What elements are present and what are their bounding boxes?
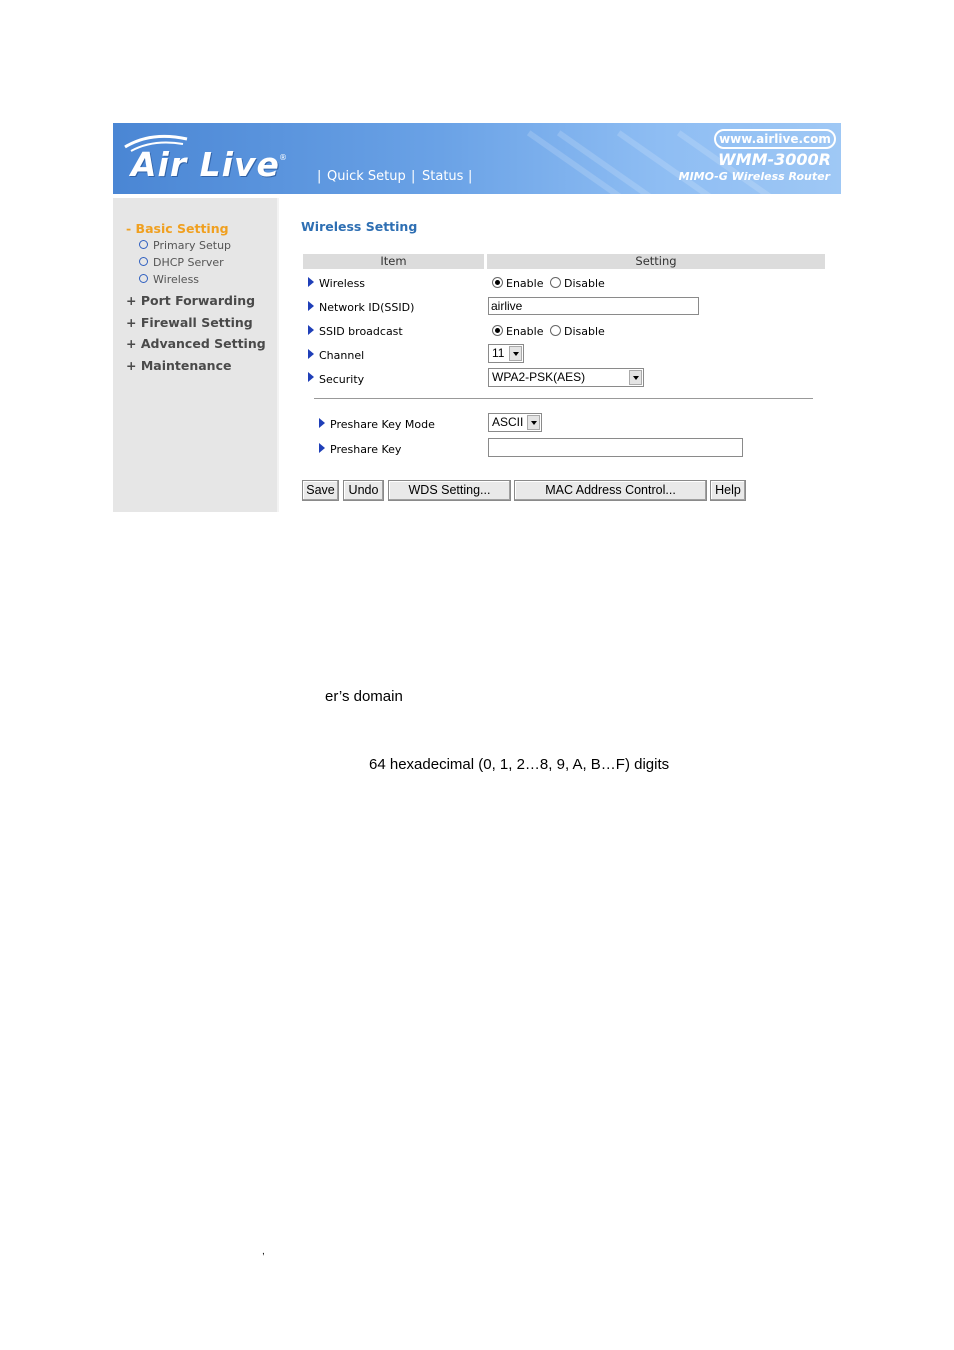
sidebar-subitem-wireless[interactable]: Wireless (153, 273, 200, 286)
row-arrow-icon (308, 349, 314, 359)
dropdown-arrow-icon[interactable] (629, 370, 642, 385)
column-header-item: Item (303, 254, 484, 269)
mac-address-control-button[interactable]: MAC Address Control... (514, 480, 707, 501)
nav-separator: | (317, 169, 322, 184)
ssid-broadcast-disable-label: Disable (564, 325, 605, 338)
row-arrow-icon (319, 418, 325, 428)
sidebar-item-maintenance[interactable]: + Maintenance (126, 358, 232, 373)
sidebar-item-port-forwarding[interactable]: + Port Forwarding (126, 293, 256, 308)
nav-quick-setup-link[interactable]: Quick Setup (327, 169, 406, 184)
ssid-input[interactable]: airlive (488, 297, 699, 315)
ssid-broadcast-enable-label: Enable (506, 325, 544, 338)
security-value: WPA2-PSK(AES) (492, 370, 586, 384)
diamond-bullet-icon (137, 272, 150, 285)
ssid-broadcast-label: SSID broadcast (319, 325, 403, 338)
dropdown-arrow-icon[interactable] (509, 346, 522, 361)
row-arrow-icon (308, 277, 314, 287)
wireless-disable-radio[interactable] (550, 277, 561, 288)
body-text-line: er’s domain (325, 688, 403, 705)
save-button[interactable]: Save (302, 480, 339, 501)
model-name: WMM-3000R (718, 150, 831, 169)
channel-label: Channel (319, 349, 365, 362)
sidebar (113, 198, 279, 512)
ssid-broadcast-enable-radio[interactable] (492, 325, 503, 336)
logo: Air Live (131, 145, 280, 184)
wireless-enable-radio[interactable] (492, 277, 503, 288)
sidebar-item-basic-setting[interactable]: - Basic Setting (126, 221, 229, 236)
row-arrow-icon (308, 372, 314, 382)
row-arrow-icon (308, 325, 314, 335)
model-subtitle: MIMO-G Wireless Router (678, 170, 830, 183)
row-arrow-icon (308, 301, 314, 311)
sidebar-subitem-dhcp-server[interactable]: DHCP Server (153, 256, 224, 269)
nav-status-link[interactable]: Status (422, 169, 464, 184)
diamond-bullet-icon (137, 255, 150, 268)
channel-select[interactable] (488, 344, 524, 363)
help-button[interactable]: Help (710, 480, 746, 501)
column-header-setting: Setting (487, 254, 825, 269)
nav-separator: | (468, 169, 473, 184)
nav-separator: | (411, 169, 416, 184)
preshare-key-mode-value: ASCII (492, 415, 524, 429)
sidebar-item-firewall-setting[interactable]: + Firewall Setting (126, 315, 253, 330)
ssid-label: Network ID(SSID) (319, 301, 415, 314)
wireless-enable-label: Enable (506, 277, 544, 290)
preshare-key-input[interactable] (488, 438, 743, 457)
preshare-key-label: Preshare Key (330, 443, 402, 456)
wireless-label: Wireless (319, 277, 366, 290)
channel-value: 11 (492, 346, 505, 360)
ssid-broadcast-disable-radio[interactable] (550, 325, 561, 336)
row-arrow-icon (319, 443, 325, 453)
preshare-key-mode-select[interactable] (488, 413, 542, 432)
body-text-line: 64 hexadecimal (0, 1, 2…8, 9, A, B…F) digits (369, 756, 670, 773)
logo-registered-mark: ® (279, 153, 287, 162)
diamond-bullet-icon (137, 238, 150, 251)
dropdown-arrow-icon[interactable] (527, 415, 540, 430)
wds-setting-button[interactable]: WDS Setting... (388, 480, 511, 501)
security-select[interactable] (488, 368, 644, 387)
security-label: Security (319, 373, 365, 386)
sidebar-item-advanced-setting[interactable]: + Advanced Setting (126, 336, 266, 351)
divider (314, 398, 813, 399)
page-title: Wireless Setting (301, 219, 418, 234)
stray-mark: , (262, 1246, 265, 1257)
header-banner (113, 123, 841, 194)
website-url[interactable]: www.airlive.com (714, 129, 836, 149)
preshare-key-mode-label: Preshare Key Mode (330, 418, 435, 431)
undo-button[interactable]: Undo (343, 480, 384, 501)
wireless-disable-label: Disable (564, 277, 605, 290)
sidebar-subitem-primary-setup[interactable]: Primary Setup (153, 239, 232, 252)
